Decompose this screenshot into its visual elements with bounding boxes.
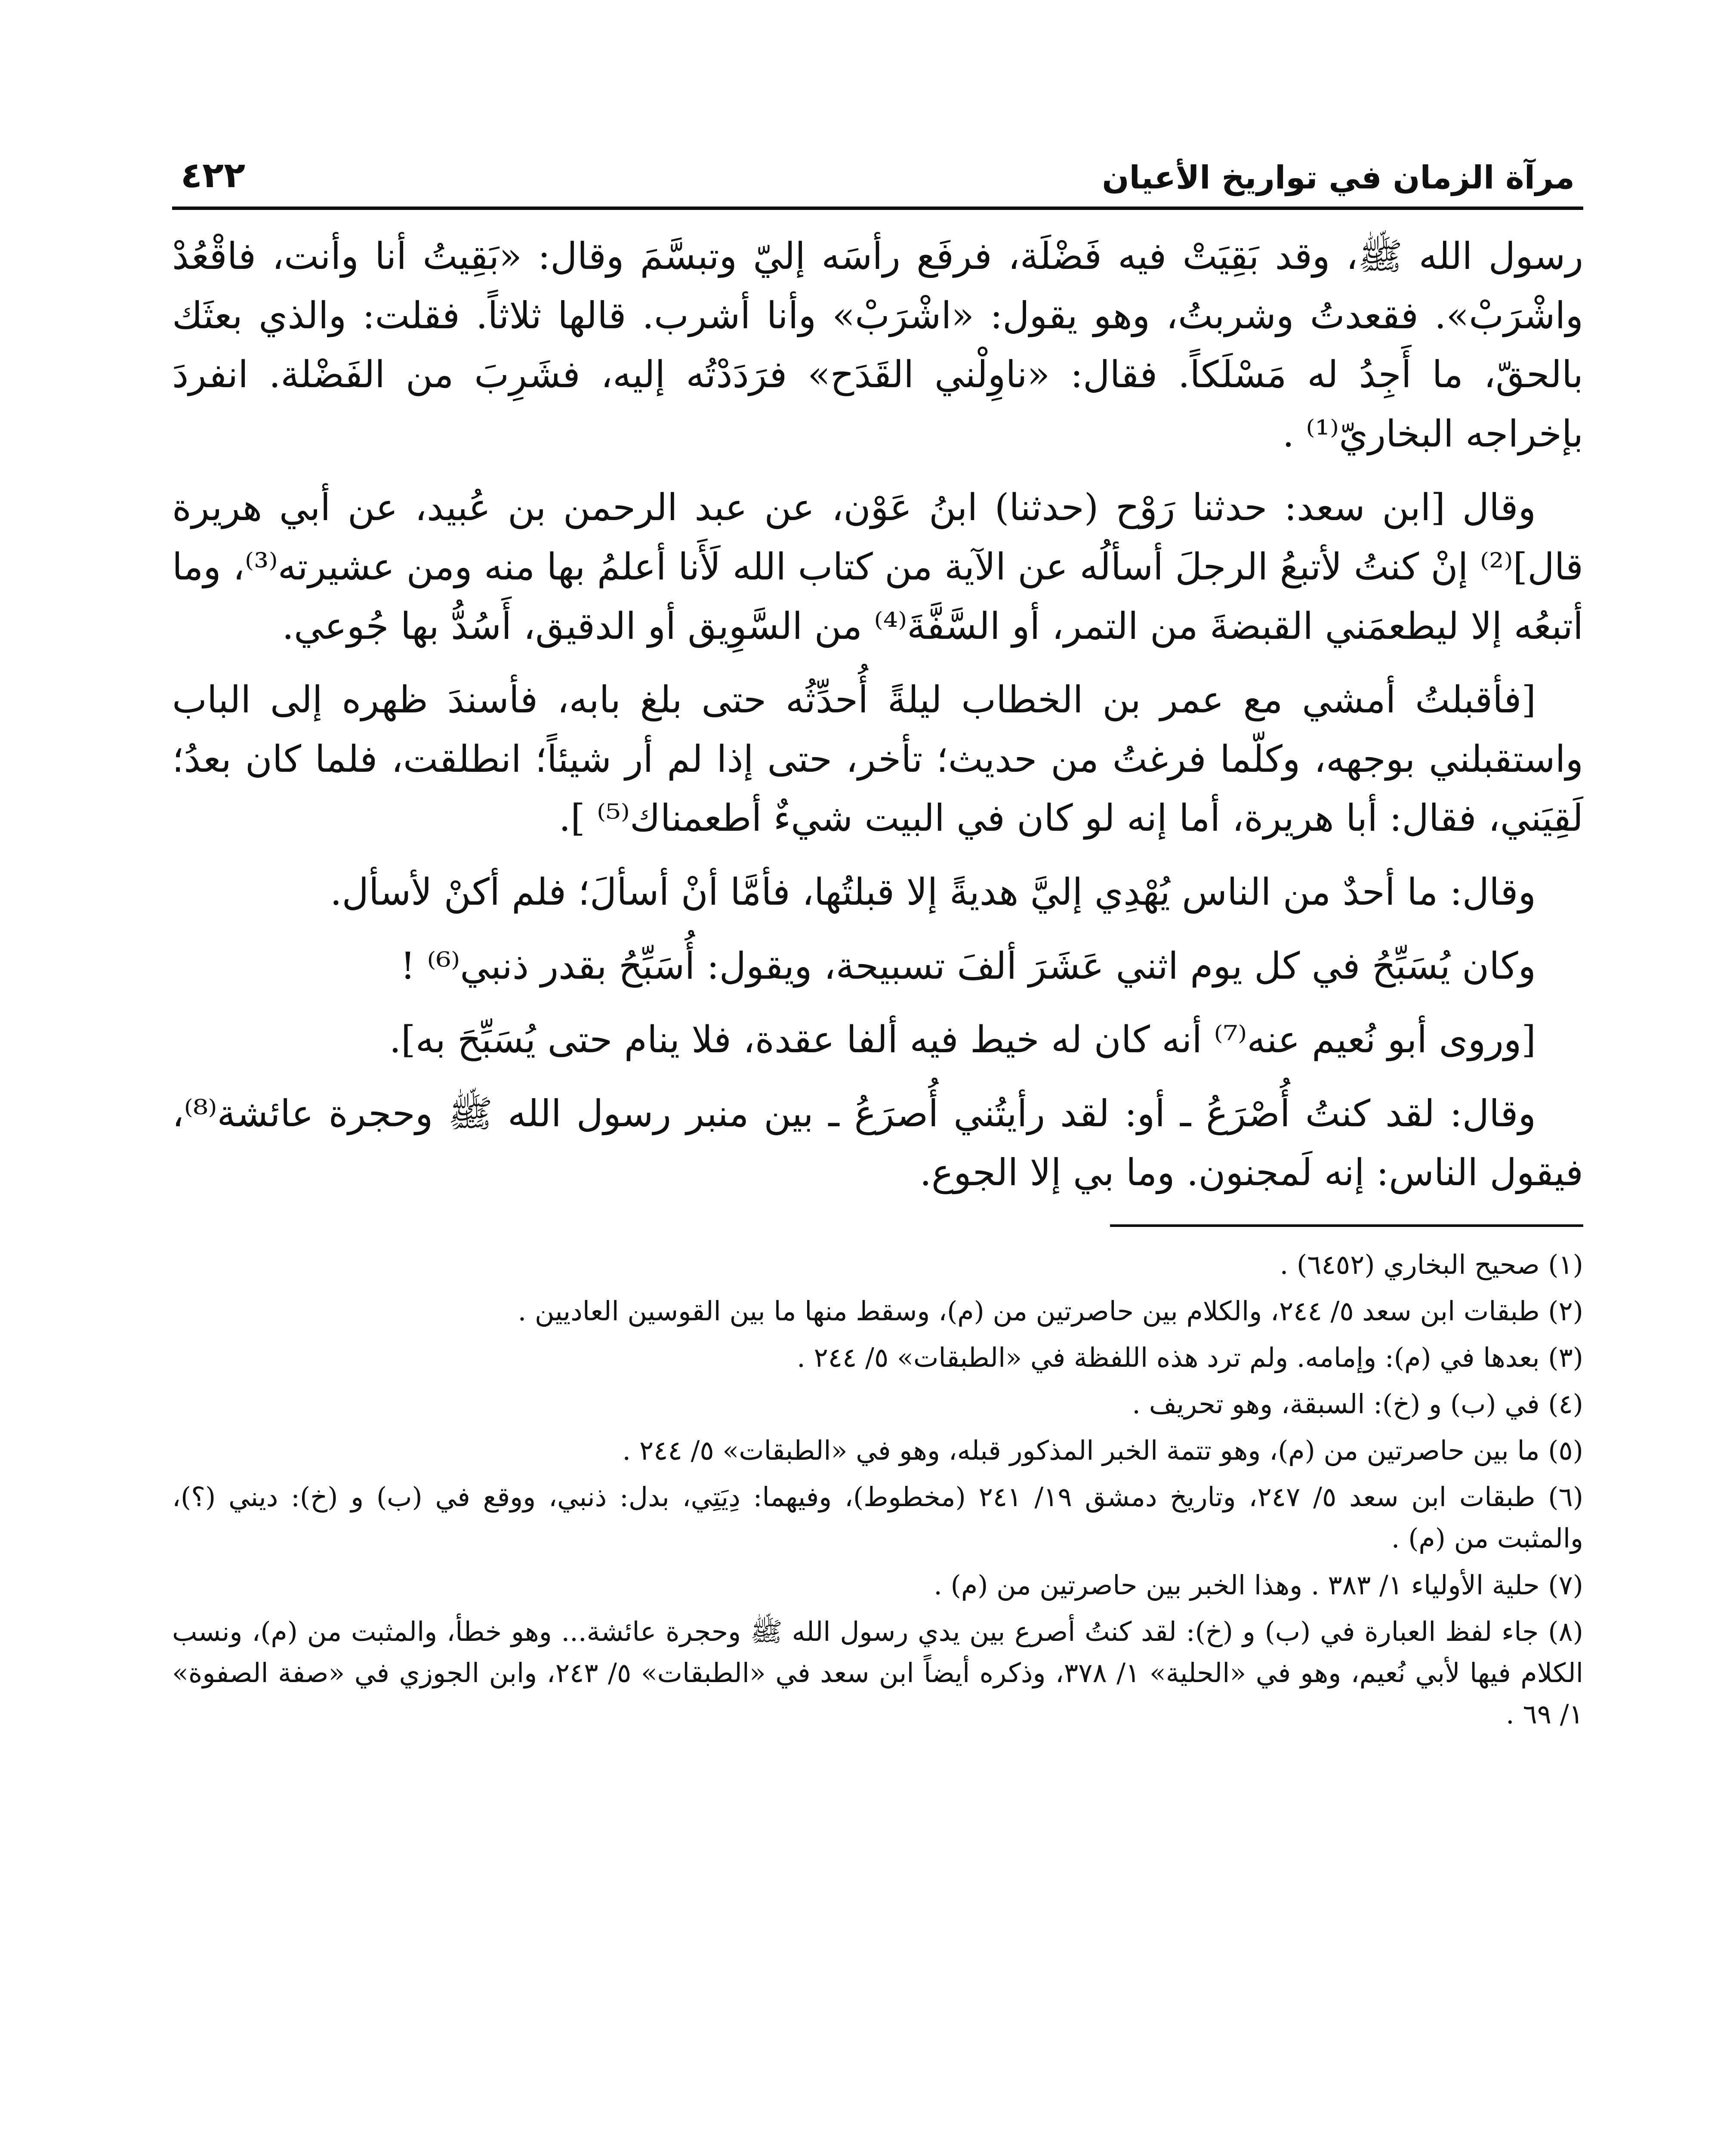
- footnote: (٨) جاء لفظ العبارة في (ب) و (خ): لقد كنتُ أصرع بين يدي رسول الله ﷺ وحجرة عائشة... وهو خطأ، والمثبت من (م)، ونسب الكلام فيها لأبي نُعيم، وهو في «الحلية» ١/ ٣٧٨، وذكره أيضاً ابن سعد في «الطبقات» ٥/ ٢٤٣، وابن الجوزي في «صفة الصفوة» ١/ ٦٩ .: [172, 1615, 1583, 1730]
- paragraph: [وروى أبو نُعيم عنه⁽⁷⁾ أنه كان له خيط فيه ألفا عقدة، فلا ينام حتى يُسَبِّحَ به].: [389, 1018, 1536, 1062]
- paragraph: [فأقبلتُ أمشي مع عمر بن الخطاب ليلةً أُحدِّثُه حتى بلغ بابه، فأسندَ ظهره إلى الباب واستقبلني بوجهه، وكلّما فرغتُ من حديث؛ تأخر، حتى إذا لم أر شيئاً؛ انطلقت، فلما كان بعدُ؛ لَقِيَني، فقال: أبا هريرة، أما إنه لو كان في البيت شيءٌ أطعمناك⁽⁵⁾ ].: [172, 678, 1583, 840]
- footnote: (٢) طبقات ابن سعد ٥/ ٢٤٤، والكلام بين حاصرتين من (م)، وسقط منها ما بين القوسين العاديين .: [518, 1295, 1583, 1327]
- paragraph: وكان يُسَبِّحُ في كل يوم اثني عَشَرَ ألفَ تسبيحة، ويقول: أُسَبِّحُ بقدر ذنبي⁽⁶⁾ !: [400, 944, 1536, 988]
- page-header: [172, 142, 1583, 210]
- footnote: (٤) في (ب) و (خ): السبقة، وهو تحريف .: [1132, 1388, 1583, 1420]
- paragraph: وقال: لقد كنتُ أُصْرَعُ ـ أو: لقد رأيتُني أُصرَعُ ـ بين منبر رسول الله ﷺ وحجرة عائشة⁽⁸⁾، فيقول الناس: إنه لَمجنون. وما بي إلا الجوع.: [172, 1092, 1583, 1195]
- footnotes: [172, 1244, 1583, 1735]
- footnote: (١) صحيح البخاري (٦٤٥٢) .: [1280, 1248, 1583, 1280]
- book-page: [172, 142, 1583, 2151]
- footnote: (٣) بعدها في (م): وإمامه. ولم ترد هذه اللفظة في «الطبقات» ٥/ ٢٤٤ .: [797, 1342, 1583, 1374]
- paragraph: رسول الله ﷺ، وقد بَقِيَتْ فيه فَضْلَة، فرفَع رأسَه إليّ وتبسَّمَ وقال: «بَقِيتُ أنا وأنت، فاقْعُدْ واشْرَبْ». فقعدتُ وشربتُ، وهو يقول: «اشْرَبْ» وأنا أشرب. قالها ثلاثاً. فقلت: والذي بعثَك بالحقّ، ما أَجِدُ له مَسْلَكاً. فقال: «ناوِلْني القَدَح» فرَدَدْتُه إليه، فشَرِبَ من الفَضْلة. انفردَ بإخراجه البخاريّ⁽¹⁾ .: [172, 235, 1583, 456]
- footnote: (٥) ما بين حاصرتين من (م)، وهو تتمة الخبر المذكور قبله، وهو في «الطبقات» ٥/ ٢٤٤ .: [622, 1435, 1583, 1467]
- footnote: (٧) حلية الأولياء ١/ ٣٨٣ . وهذا الخبر بين حاصرتين من (م) .: [934, 1569, 1583, 1601]
- footnote: (٦) طبقات ابن سعد ٥/ ٢٤٧، وتاريخ دمشق ١٩/ ٢٤١ (مخطوط)، وفيهما: دِيَتِي، بدل: ذنبي، ووقع في (ب) و (خ): ديني (؟)، والمثبت من (م) .: [172, 1481, 1584, 1554]
- paragraph: وقال: ما أحدٌ من الناس يُهْدِي إليَّ هديةً إلا قبلتُها، فأمَّا أنْ أسألَ؛ فلم أكنْ لأسأل.: [330, 870, 1536, 914]
- page-number: ٤٢٢: [181, 155, 246, 196]
- main-text: [172, 227, 1583, 1203]
- paragraph: وقال [ابن سعد: حدثنا رَوْح (حدثنا) ابنُ عَوْن، عن عبد الرحمن بن عُبيد، عن أبي هريرة قال]⁽²⁾ إنْ كنتُ لأتبعُ الرجلَ أسألُه عن الآية من كتاب الله لَأَنا أعلمُ بها منه ومن عشيرته⁽³⁾، وما أتبعُه إلا ليطعمَني القبضةَ من التمر، أو السَّفَّةَ⁽⁴⁾ من السَّوِيق أو الدقيق، أَسُدُّ بها جُوعي.: [172, 486, 1584, 648]
- footnote-separator: [1110, 1224, 1583, 1227]
- running-title: مرآة الزمان في تواريخ الأعيان: [1102, 159, 1575, 196]
